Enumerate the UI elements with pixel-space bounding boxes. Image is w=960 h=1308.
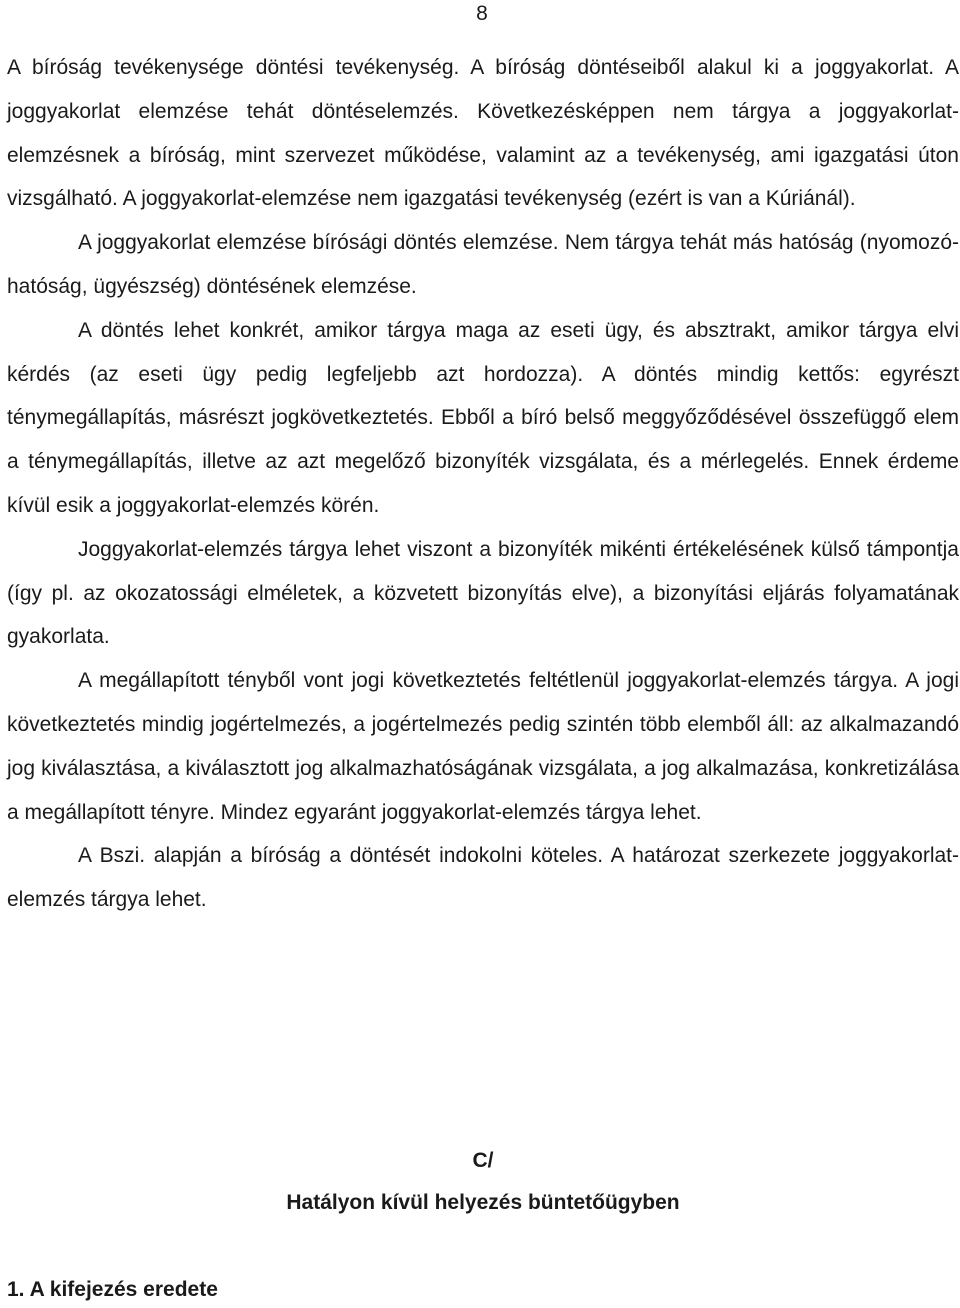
subsection-title: 1. A kifejezés eredete (7, 1278, 218, 1301)
paragraph-3: A döntés lehet konkrét, amikor tárgya maga az eseti ügy, és absztrakt, amikor tárgya elvi kérdés (az eseti ügy pedig legfeljebb azt hordozza). A döntés mindig kettős: egyrészt ténymegállapítás, másrészt jogkövetkeztetés. Ebből a bíró belső meggyőződésével összefüggő elem a ténymegállapítás, illetve az azt megelőző bizonyíték vizsgálata, és a mérlegelés. Ennek érdeme kívül esik a joggyakorlat-elemzés körén. (7, 318, 959, 517)
paragraph-1: A bíróság tevékenysége döntési tevékenység. A bíróság döntéseiből alakul ki a joggyakorlat. A joggyakorlat elemzése tehát döntéselemzés. Következésképpen nem tárgya a joggyakorlat-elemzésnek a bíróság, mint szervezet működése, valamint az a tevékenység, ami igazgatási úton vizsgálható. A joggyakorlat-elemzése nem igazgatási tevékenység (ezért is van a Kúriánál). (7, 56, 959, 211)
section-letter: C/ (472, 1149, 494, 1172)
paragraph-5: A megállapított tényből vont jogi következtetés feltétlenül joggyakorlat-elemzés tárgya. A jogi következtetés mindig jogértelmezés, a jogértelmezés pedig szintén több elemből áll: az alkalmazandó jog kiválasztása, a kiválasztott jog alkalmazhatóságának vizsgálata, a jog alkalmazása, konkretizálása a megállapított tényre. Mindez egyaránt joggyakorlat-elemzés tárgya lehet. (7, 669, 959, 824)
page-number: 8 (476, 2, 488, 25)
body-text (7, 46, 959, 922)
paragraph-6: A Bszi. alapján a bíróság a döntését indokolni köteles. A határozat szerkezete joggyakorlat-elemzés tárgya lehet. (7, 844, 959, 912)
paragraph-2: A joggyakorlat elemzése bírósági döntés elemzése. Nem tárgya tehát más hatóság (nyomozó-hatóság, ügyészség) döntésének elemzése. (7, 231, 959, 298)
section-title: Hatályon kívül helyezés büntetőügyben (286, 1191, 680, 1214)
paragraph-4: Joggyakorlat-elemzés tárgya lehet viszont a bizonyíték mikénti értékelésének külső támpontja (így pl. az okozatossági elméletek, a közvetett bizonyítás elve), a bizonyítási eljárás folyamatának gyakorlata. (7, 537, 959, 649)
